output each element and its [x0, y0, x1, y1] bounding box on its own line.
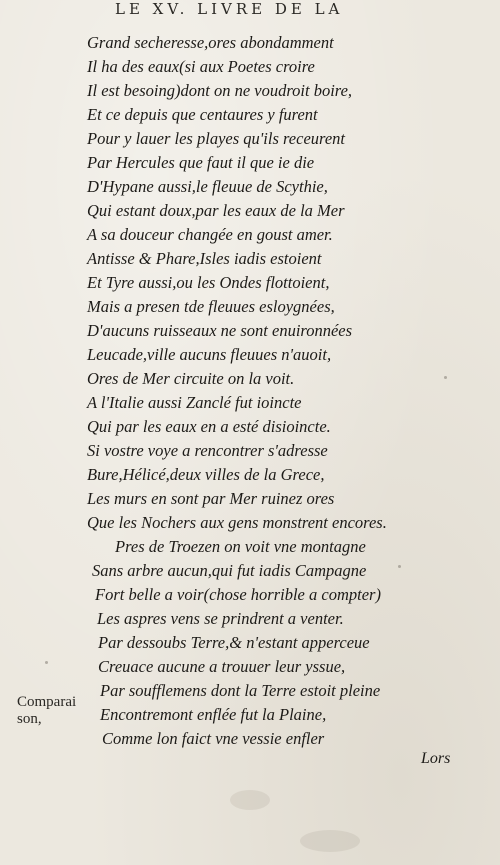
verse-line: D'aucuns ruisseaux ne sont enuironnées: [87, 321, 353, 340]
verse-line: Bure,Hélicé,deux villes de la Grece,: [87, 465, 325, 484]
verse-line: Ores de Mer circuite on la voit.: [87, 369, 295, 388]
verse-line: Pres de Troezen on voit vne montagne: [115, 537, 366, 556]
running-head: LE XV. LIVRE DE LA: [115, 0, 344, 18]
verse-line: Antisse & Phare,Isles iadis estoient: [87, 249, 322, 268]
paper-stain: [230, 790, 270, 810]
verse-line: Comme lon faict vne vessie enfler: [102, 729, 325, 748]
verse-line: Il ha des eaux(si aux Poetes croire: [87, 57, 315, 76]
verse-line: A sa douceur changée en goust amer.: [87, 225, 333, 244]
margin-note: [17, 694, 97, 728]
verse-line: Grand secheresse,ores abondamment: [87, 33, 334, 52]
verse-line: Et Tyre aussi,ou les Ondes flottoient,: [87, 273, 330, 292]
verse-line: Par dessoubs Terre,& n'estant apperceue: [98, 633, 370, 652]
verse-line: Fort belle a voir(chose horrible a compter): [95, 585, 381, 604]
ink-speck: [444, 376, 447, 379]
verse-line: Par Hercules que faut il que ie die: [87, 153, 315, 172]
verse-line: Les murs en sont par Mer ruinez ores: [87, 489, 335, 508]
verse-line: Les aspres vens se prindrent a venter.: [97, 609, 344, 628]
margin-note-line: Comparai: [17, 694, 77, 710]
verse-line: A l'Italie aussi Zanclé fut ioincte: [87, 393, 302, 412]
verse-line: Mais a presen tde fleuues esloygnées,: [87, 297, 335, 316]
verse-line: Que les Nochers aux gens monstrent encores.: [87, 513, 387, 532]
verse-line: Il est besoing)dont on ne voudroit boire,: [87, 81, 353, 100]
verse-line: Encontremont enflée fut la Plaine,: [100, 705, 327, 724]
verse-line: Si vostre voye a rencontrer s'adresse: [87, 441, 328, 460]
verse-line: Pour y lauer les playes qu'ils receurent: [87, 129, 345, 148]
verse-line: D'Hypane aussi,le fleuue de Scythie,: [87, 177, 328, 196]
margin-note-line: son,: [17, 711, 42, 727]
verse-line: Sans arbre aucun,qui fut iadis Campagne: [92, 561, 367, 580]
catchword: Lors: [421, 750, 451, 767]
verse-line: Et ce depuis que centaures y furent: [87, 105, 318, 124]
verse-line: Qui par les eaux en a esté disioincte.: [87, 417, 331, 436]
verse-line: Creuace aucune a trouuer leur yssue,: [98, 657, 346, 676]
ink-speck: [45, 661, 48, 664]
ink-speck: [398, 565, 401, 568]
verse-line: Par soufflemens dont la Terre estoit pleine: [100, 681, 381, 700]
verse-line: Qui estant doux,par les eaux de la Mer: [87, 201, 345, 220]
paper-stain: [300, 830, 360, 852]
verse-line: Leucade,ville aucuns fleuues n'auoit,: [87, 345, 332, 364]
